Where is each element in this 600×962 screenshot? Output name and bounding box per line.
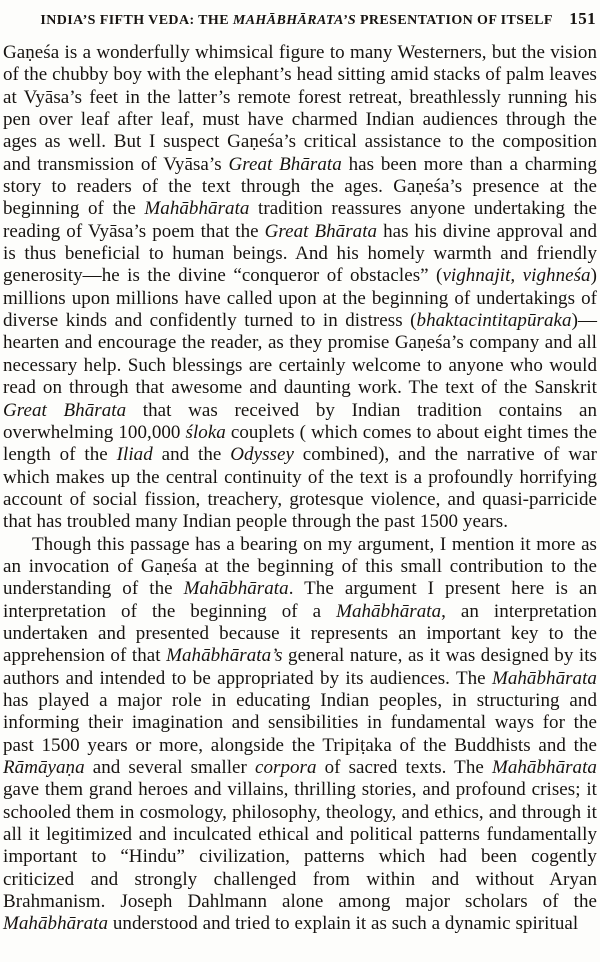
- page-body: [3, 42, 597, 936]
- running-header: [3, 9, 597, 29]
- running-header-title: INDIA’S FIFTH VEDA: THE MAHĀBHĀRATA’S PRESENTATION OF ITSELF: [40, 13, 553, 28]
- paragraph: Gaṇeśa is a wonderfully whimsical figure to many Westerners, but the vision of the chubby boy with the elephant’s head sitting amid stacks of palm leaves at Vyāsa’s feet in the latter’s remote forest retreat, breathlessly running his pen over leaf after leaf, must have charmed Indian audiences through the ages as well. But I suspect Gaṇeśa’s critical assistance to the composition and transmission of Vyāsa’s Great Bhārata has been more than a charming story to readers of the text through the ages. Gaṇeśa’s presence at the beginning of the Mahābhārata tradition reassures anyone undertaking the reading of Vyāsa’s poem that the Great Bhārata has his divine approval and is thus beneficial to human beings. And his homely warmth and friendly generosity—he is the divine “conqueror of obstacles” (vighnajit, vighneśa) millions upon millions have called upon at the beginning of undertakings of diverse kinds and confidently turned to in distress (bhaktacintitapūraka)—hearten and encourage the reader, as they promise Gaṇeśa’s company and all necessary help. Such blessings are certainly welcome to anyone who would read on through that awesome and daunting work. The text of the Sanskrit Great Bhārata that was received by Indian tradition contains an overwhelming 100,000 śloka couplets ( which comes to about eight times the length of the Iliad and the Odyssey combined), and the narrative of war which makes up the central continuity of the text is a profoundly horrifying account of social fission, treachery, grotesque violence, and quasi-parricide that has troubled many Indian people through the past 1500 years.: [3, 42, 597, 533]
- page-number: 151: [569, 9, 596, 28]
- paragraph: Though this passage has a bearing on my argument, I mention it more as an invocation of Gaṇeśa at the beginning of this small contribution to the understanding of the Mahābhārata. The argument I present here is an interpretation of the beginning of a Mahābhārata, an interpretation undertaken and presented because it represents an important key to the apprehension of that Mahābhārata’s general nature, as it was designed by its authors and intended to be appropriated by its audiences. The Mahābhārata has played a major role in educating Indian peoples, in structuring and informing their imagination and sensibilities in fundamental ways for the past 1500 years or more, alongside the Tripiṭaka of the Buddhists and the Rāmāyaṇa and several smaller corpora of sacred texts. The Mahābhārata gave them grand heroes and villains, thrilling stories, and profound crises; it schooled them in cosmology, philosophy, theology, and ethics, and through it all it legitimized and inculcated ethical and political patterns fundamentally important to “Hindu” civilization, patterns which had been cogently criticized and strongly challenged from within and without Aryan Brahmanism. Joseph Dahlmann alone among major scholars of the Mahābhārata understood and tried to explain it as such a dynamic spiritual: [3, 533, 598, 935]
